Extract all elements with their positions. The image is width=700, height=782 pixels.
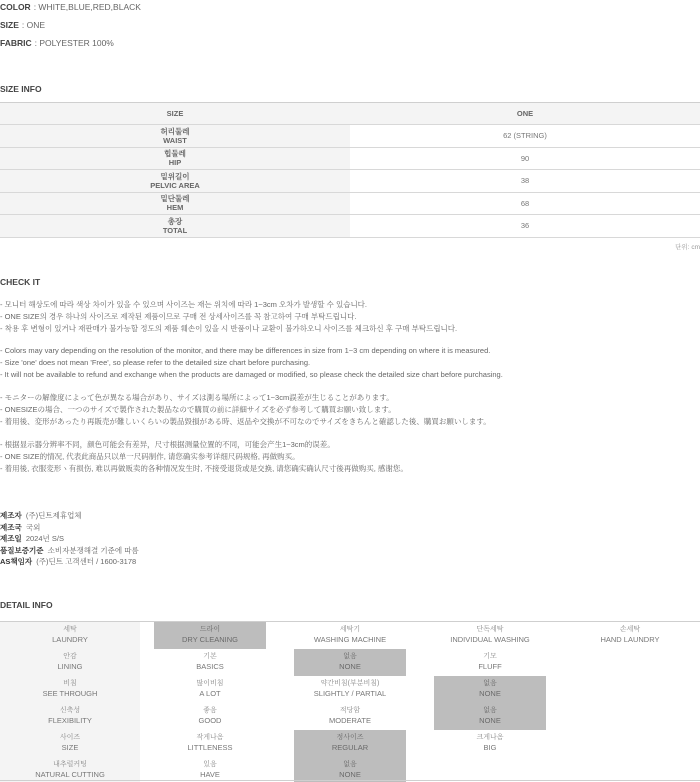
spec-size-key: SIZE [0, 20, 19, 30]
size-row-value: 68 [350, 192, 700, 215]
size-header-value: ONE [350, 103, 700, 125]
check-group-korean [0, 299, 700, 334]
detail-option: 적당함 MODERATE [329, 707, 371, 725]
check-group-japanese [0, 392, 700, 427]
detail-option: 약간비침(부분비침) SLIGHTLY / PARTIAL [313, 680, 387, 698]
detail-option: 기모 FLUFF [478, 653, 502, 671]
detail-option: 없음 NONE [434, 676, 546, 703]
size-table-header [0, 103, 700, 125]
size-row-label: 허리둘레 WAIST [0, 125, 350, 148]
check-line: - Size 'one' does not mean 'Free', so please refer to the detailed size chart before purchasing. [0, 357, 311, 367]
detail-label: 사이즈 SIZE [0, 730, 140, 757]
size-header-label: SIZE [0, 103, 350, 125]
spec-color-key: COLOR [0, 2, 31, 12]
detail-option: 없음 NONE [434, 703, 546, 730]
divider [0, 780, 700, 781]
detail-row-size [0, 730, 700, 757]
check-line: - ONESIZEの場合、一つのサイズで製作された製品なので購買の前に詳細サイズを必ず参考して購買お願い致します。 [0, 404, 396, 414]
spec-fabric [0, 38, 114, 48]
spec-color [0, 2, 141, 12]
check-line: - Colors may vary depending on the resolution of the monitor, and there may be differences in size from 1~3 cm depending on where it is measured. [0, 346, 491, 355]
detail-option: 세탁기 WASHING MACHINE [313, 626, 387, 644]
size-table [0, 102, 700, 238]
detail-option: 기본 BASICS [196, 653, 224, 671]
maker-row: 제조일 2024년 S/S [0, 534, 64, 544]
size-unit-note: 단위: cm [675, 244, 700, 251]
detail-label: 내추럴커팅 NATURAL CUTTING [0, 757, 140, 782]
check-line: - モニターの解像度によって色が異なる場合があり、サイズは測る場所によって1~3cm誤差が生じることがあります。 [0, 393, 394, 402]
table-row [0, 170, 700, 193]
check-line: - 모니터 해상도에 따라 색상 차이가 있을 수 있으며 사이즈는 재는 위치에 따라 1~3cm 오차가 발생할 수 있습니다. [0, 300, 368, 309]
detail-label: 신축성 FLEXIBILITY [0, 703, 140, 730]
detail-option: 손세탁 HAND LAUNDRY [600, 626, 660, 644]
detail-info-title: DETAIL INFO [0, 600, 53, 610]
maker-row: AS책임자 (주)딘트 고객센터 / 1600-3178 [0, 557, 137, 567]
detail-option: 크게나옴 BIG [476, 734, 504, 752]
check-line: - 着用後, 衣服変形ヽ有损伤, 难以再做贩卖的各种情况发生时, 不接受退货或是交换, 请您确实确认尺寸後再做购买, 感谢您。 [0, 463, 408, 473]
detail-row-natural-cutting [0, 757, 700, 782]
detail-option: 단독세탁 INDIVIDUAL WASHING [450, 626, 530, 644]
check-line: - 着用後、変形があったり再販売が難しいくらいの製品毀損がある時、返品や交換が不可なのでサイズをきちんと確認した後、購買お願いします。 [0, 416, 491, 426]
size-row-label: 힙둘레 HIP [0, 147, 350, 170]
size-row-value: 36 [350, 215, 700, 238]
table-row [0, 147, 700, 170]
size-row-value: 38 [350, 170, 700, 193]
spec-fabric-key: FABRIC [0, 38, 32, 48]
detail-label: 비침 SEE THROUGH [0, 676, 140, 703]
size-row-label: 밑위길이 PELVIC AREA [0, 170, 350, 193]
detail-label: 세탁 LAUNDRY [0, 622, 140, 649]
detail-option: 없음 NONE [294, 757, 406, 782]
detail-label: 안감 LINING [0, 649, 140, 676]
spec-fabric-value: : POLYESTER 100% [34, 38, 114, 48]
spec-size-value: : ONE [21, 20, 46, 30]
detail-row-laundry [0, 622, 700, 649]
size-row-label: 총장 TOTAL [0, 215, 350, 238]
detail-grid [0, 621, 700, 782]
maker-row: 품질보증기준 소비자분쟁해결 기준에 따름 [0, 545, 139, 555]
check-group-chinese [0, 439, 700, 474]
check-group-english [0, 345, 700, 380]
maker-info [0, 510, 139, 568]
detail-row-flexibility [0, 703, 700, 730]
check-line: - ONE SIZE의 경우 하나의 사이즈로 제작된 제품이므로 구매 전 상세사이즈를 꼭 참고하여 구매 부탁드립니다. [0, 311, 357, 321]
size-info-title: SIZE INFO [0, 84, 42, 94]
check-it-title: CHECK IT [0, 277, 41, 287]
spec-color-value: : WHITE,BLUE,RED,BLACK [33, 2, 141, 12]
detail-option: 많이비침 A LOT [196, 680, 224, 698]
size-row-value: 62 (STRING) [350, 125, 700, 148]
detail-row-lining [0, 649, 700, 676]
table-row [0, 215, 700, 238]
check-line: - It will not be available to refund and exchange when the products are damaged or modified, so please check the detailed size chart before purchasing. [0, 369, 503, 379]
table-row [0, 192, 700, 215]
detail-row-see-through [0, 676, 700, 703]
maker-row: 제조자 (주)딘트제휴업체 [0, 511, 82, 520]
check-line: - 착용 후 변형이 있거나 재판매가 불가능할 정도의 제품 훼손이 있을 시 반품이나 교환이 불가하오니 사이즈를 체크하신 후 구매 부탁드립니다. [0, 323, 458, 333]
spec-size [0, 20, 45, 30]
detail-option: 정사이즈 REGULAR [294, 730, 406, 757]
detail-option: 드라이 DRY CLEANING [154, 622, 266, 649]
check-line: - 根据显示器分辨率不同，颜色可能会有差异，尺寸根据测量位置的不同，可能会产生1~3cm的误差。 [0, 440, 335, 449]
maker-row: 제조국 국외 [0, 522, 41, 532]
detail-option: 없음 NONE [294, 649, 406, 676]
detail-option: 있음 HAVE [200, 761, 220, 779]
check-line: - ONE SIZE的情况, 代表此商品只以单一尺码制作, 请您确实参考详细尺码规格, 再做购买。 [0, 451, 300, 461]
size-row-label: 밑단둘레 HEM [0, 192, 350, 215]
detail-option: 작게나옴 LITTLENESS [187, 734, 233, 752]
detail-option: 좋음 GOOD [198, 707, 222, 725]
table-row [0, 125, 700, 148]
size-row-value: 90 [350, 147, 700, 170]
